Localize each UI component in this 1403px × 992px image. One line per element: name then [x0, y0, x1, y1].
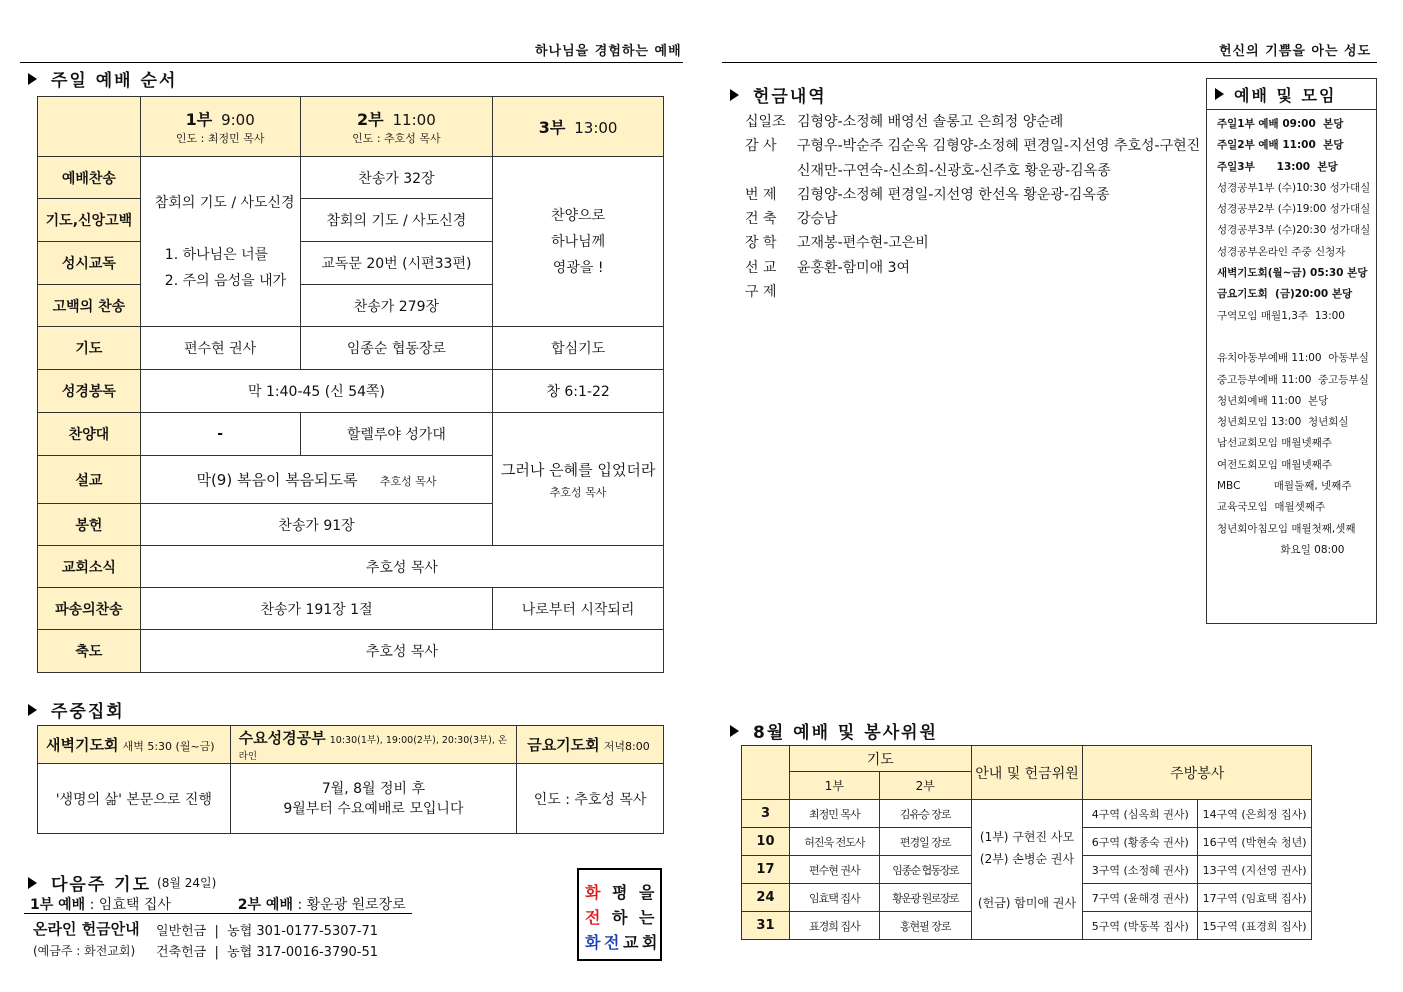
kitchen-1: 5구역 (박동복 집사) [1083, 912, 1198, 940]
prayer-s2-name: 김유승 장로 [879, 800, 971, 828]
wednesday-study-header: 수요성경공부 10:30(1부), 19:00(2부), 20:30(3부), 온라인 [230, 726, 517, 764]
meeting-item: 성경공부온라인 주중 신청자 [1217, 245, 1346, 258]
meeting-item: 구역모임 매월1,3주 13:00 [1217, 309, 1345, 322]
meeting-item: 새벽기도회(월~금) 05:30 본당 [1217, 267, 1368, 280]
volunteer-date: 17 [742, 856, 790, 884]
friday-prayer-body: 인도 : 추호성 목사 [517, 764, 664, 834]
usher-cell: (1부) 구현진 사모 (2부) 손병순 권사 (헌금) 함미애 권사 [971, 800, 1083, 940]
offering-row: 신재만-구연숙-신소희-신광호-신주호 황운광-김옥종 [797, 162, 1111, 179]
service-3-prayer: 합심기도 [493, 327, 664, 370]
triangle-bullet-icon [28, 877, 37, 889]
meetings-list [1207, 110, 1376, 561]
service-2-confession-hymn: 찬송가 279장 [300, 285, 493, 327]
meeting-item: 주일3부 13:00 본당 [1217, 160, 1338, 173]
row-label-responsive: 성시교독 [38, 242, 141, 285]
sending-hymn-3: 나로부터 시작되리 [493, 588, 664, 630]
triangle-bullet-icon [1215, 88, 1224, 100]
service-2-header: 2부 11:00 인도 : 추호성 목사 [300, 97, 493, 157]
prayer-s1-name: 임효택 집사 [789, 884, 879, 912]
left-header-divider [20, 62, 683, 63]
next-prayer-line: 1부 예배 : 임효택 집사 2부 예배 : 황운광 원로장로 [30, 897, 406, 913]
meeting-item: 성경공부1부 (수)10:30 성가대실 [1217, 181, 1371, 194]
benediction-leader: 추호성 목사 [140, 630, 663, 673]
weekly-section-title: 주중집회 [28, 697, 125, 722]
kitchen-2: 13구역 (지선영 권사) [1198, 856, 1312, 884]
meeting-item: 청년회모임 13:00 청년회실 [1217, 416, 1349, 429]
meeting-item: 교육국모임 매월셋째주 [1217, 501, 1326, 514]
row-label-choir: 찬양대 [38, 413, 141, 456]
volunteer-date: 3 [742, 800, 790, 828]
kitchen-2: 17구역 (임효택 집사) [1198, 884, 1312, 912]
online-offering-holder: (예금주 : 화전교회) [33, 944, 136, 958]
kitchen-header: 주방봉사 [1083, 746, 1312, 800]
service-2-choir: 할렐루야 성가대 [300, 413, 493, 456]
kitchen-1: 6구역 (황종숙 권사) [1083, 828, 1198, 856]
meeting-item: 주일1부 예배 09:00 본당 [1217, 118, 1344, 130]
worship-section-title: 주일 예배 순서 [28, 66, 177, 91]
dawn-prayer-header: 새벽기도회 새벽 5:30 (월~금) [38, 726, 231, 764]
volunteers-table [741, 745, 1312, 940]
prayer-s1-name: 편수현 권사 [789, 856, 879, 884]
offering-row: 구 제 [745, 284, 777, 301]
service-2-responsive: 교독문 20번 (시편33편) [300, 242, 493, 285]
prayer-header: 기도 [789, 746, 971, 772]
prayer-s2-name: 황운광 원로장로 [879, 884, 971, 912]
meeting-item: 청년회아침모임 매월첫째,셋째 [1217, 522, 1356, 535]
volunteers-section-title: 8월 예배 및 봉사위원 [730, 718, 938, 743]
triangle-bullet-icon [28, 704, 37, 716]
scripture-1-2: 막 1:40-45 (신 54쪽) [140, 370, 492, 413]
offering-list [745, 110, 1200, 304]
prayer-s1-header: 1부 [789, 772, 879, 800]
prayer-s2-header: 2부 [879, 772, 971, 800]
service-1-prayer: 편수현 권사 [140, 327, 300, 370]
left-header: 하나님을 경험하는 예배 [535, 44, 682, 59]
kitchen-1: 7구역 (윤해경 권사) [1083, 884, 1198, 912]
sending-hymn-1-2: 찬송가 191장 1절 [140, 588, 492, 630]
meeting-item: 중고등부예배 11:00 중고등부실 [1217, 373, 1369, 386]
volunteer-corner-cell [742, 746, 790, 800]
kitchen-2: 15구역 (표경희 집사) [1198, 912, 1312, 940]
prayer-s2-name: 편경일 장로 [879, 828, 971, 856]
service-3-praise-cell: 찬양으로 하나님께 영광을 ! [493, 157, 664, 327]
prayer-s2-name: 홍현필 장로 [879, 912, 971, 940]
row-label-sermon: 설교 [38, 456, 141, 504]
meeting-item: 청년회예배 11:00 본당 [1217, 394, 1329, 407]
row-label-news: 교회소식 [38, 546, 141, 588]
news-leader: 추호성 목사 [140, 546, 663, 588]
right-header: 헌신의 기쁨을 아는 성도 [1219, 44, 1372, 59]
general-offering-line: 일반헌금 | 농협 301-0177-5307-71 [156, 924, 379, 939]
worship-order-table [37, 96, 664, 673]
service-2-prayer: 임종순 협동장로 [300, 327, 493, 370]
service-3-header: 3부 13:00 [493, 97, 664, 157]
kitchen-1: 4구역 (심옥희 권사) [1083, 800, 1198, 828]
triangle-bullet-icon [28, 73, 37, 85]
sermon-1-2: 막(9) 복음이 복음되도록 추호성 목사 [140, 456, 492, 504]
meeting-item: 유치아동부예배 11:00 아동부실 [1217, 352, 1369, 365]
row-label-scripture: 성경봉독 [38, 370, 141, 413]
meeting-item: 화요일 08:00 [1217, 543, 1345, 556]
row-label-prayer: 기도 [38, 327, 141, 370]
row-label-prayer-confession: 기도,신앙고백 [38, 199, 141, 242]
triangle-bullet-icon [730, 725, 739, 737]
row-label-sending-hymn: 파송의찬송 [38, 588, 141, 630]
triangle-bullet-icon [730, 89, 739, 101]
offering-row: 선 교 윤홍환-함미애 3여 [745, 259, 911, 276]
prayer-s2-name: 임종순 협동장로 [879, 856, 971, 884]
kitchen-2: 16구역 (박현숙 청년) [1198, 828, 1312, 856]
meetings-box [1206, 78, 1377, 624]
next-prayer-section-title: 다음주 기도 (8월 24일) [28, 870, 216, 895]
usher-header: 안내 및 헌금위원 [971, 746, 1083, 800]
prayer-s1-name: 허진욱 전도사 [789, 828, 879, 856]
friday-prayer-header: 금요기도회 저녁8:00 [517, 726, 664, 764]
meeting-item: 남선교회모임 매월넷째주 [1217, 437, 1332, 450]
volunteer-date: 24 [742, 884, 790, 912]
corner-cell [38, 97, 141, 157]
meeting-item: 주일2부 예배 11:00 본당 [1217, 139, 1344, 152]
service-1-choir: - [140, 413, 300, 456]
church-motto-box: 화 평 을 전 하 는 화 전 교 회 [577, 868, 662, 961]
meeting-item [1217, 327, 1376, 348]
online-offering-title: 온라인 헌금안내 [33, 920, 140, 938]
dawn-prayer-body: '생명의 삶' 본문으로 진행 [38, 764, 231, 834]
service-2-prayer-confession: 참회의 기도 / 사도신경 [300, 199, 493, 242]
offering-row: 장 학 고재봉-편수현-고은비 [745, 235, 929, 252]
meeting-item: 성경공부2부 (수)19:00 성가대실 [1217, 203, 1371, 216]
next-prayer-divider [24, 913, 412, 914]
row-label-confession-hymn: 고백의 찬송 [38, 285, 141, 327]
prayer-s1-name: 표경희 집사 [789, 912, 879, 940]
offering-hymn: 찬송가 91장 [140, 504, 492, 546]
row-label-praise: 예배찬송 [38, 157, 141, 199]
row-label-benediction: 축도 [38, 630, 141, 673]
meeting-item: 금요기도회 (금)20:00 본당 [1217, 288, 1353, 301]
offering-row: 십일조 김형양-소정혜 배영선 솔롱고 은희정 양순례 [745, 114, 1064, 130]
weekly-meetings-table [37, 725, 664, 834]
volunteer-date: 31 [742, 912, 790, 940]
meetings-title: 예배 및 모임 [1207, 79, 1376, 110]
wednesday-study-body: 7월, 8월 정비 후 9월부터 수요예배로 모입니다 [230, 764, 517, 834]
row-label-offering: 봉헌 [38, 504, 141, 546]
service-1-merged-cell: 참회의 기도 / 사도신경 1. 하나님은 너를 2. 주의 음성을 내가 [140, 157, 300, 327]
volunteer-date: 10 [742, 828, 790, 856]
offering-row: 번 제 김형양-소정혜 편경일-지선영 한선옥 황운광-김옥종 [745, 186, 1110, 203]
offering-row: 감 사 구형우-박순주 김순옥 김형양-소정혜 편경일-지선영 추호성-구현진 [745, 138, 1201, 155]
service-2-praise: 찬송가 32장 [300, 157, 493, 199]
prayer-s1-name: 최정민 목사 [789, 800, 879, 828]
meeting-item: MBC 매월둘째, 넷째주 [1217, 480, 1352, 493]
offering-section-title: 헌금내역 [730, 82, 827, 107]
meeting-item: 성경공부3부 (수)20:30 성가대실 [1217, 224, 1371, 237]
service-3-sermon-cell: 그러나 은혜를 입었더라 추호성 목사 [493, 413, 664, 546]
kitchen-2: 14구역 (은희정 집사) [1198, 800, 1312, 828]
meeting-item: 여전도회모임 매월넷째주 [1217, 458, 1332, 471]
building-offering-line: 건축헌금 | 농협 317-0016-3790-51 [156, 945, 379, 960]
right-header-divider [722, 62, 1377, 63]
service-1-header: 1부 9:00 인도 : 최정민 목사 [140, 97, 300, 157]
offering-row: 건 축 강승남 [745, 211, 838, 228]
scripture-3: 창 6:1-22 [493, 370, 664, 413]
kitchen-1: 3구역 (소정혜 권사) [1083, 856, 1198, 884]
